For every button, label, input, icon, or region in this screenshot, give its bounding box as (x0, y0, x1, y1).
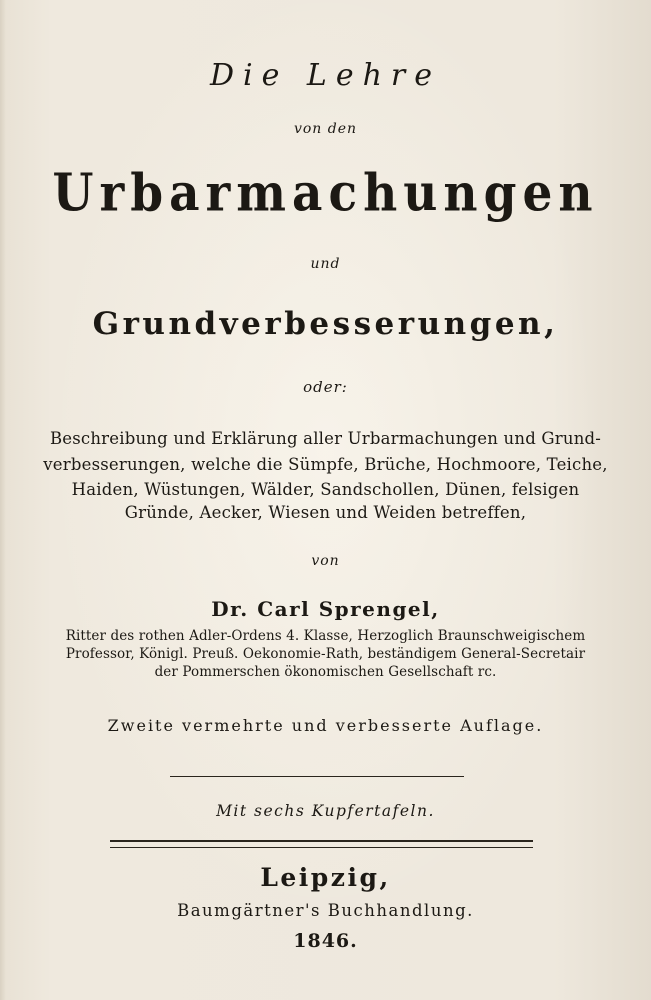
page-edge (0, 0, 6, 1000)
divider-rule (170, 776, 464, 777)
title-line-1: Die Lehre (209, 58, 442, 93)
description-line: Beschreibung und Erklärung aller Urbarmachungen und Grund- (49, 429, 602, 448)
author-credentials-line: Professor, Königl. Preuß. Oekonomie-Rath, beständigem General-Secretair (65, 646, 586, 662)
description-line: verbesserungen, welche die Sümpfe, Brüche, Hochmoore, Teiche, (43, 455, 608, 474)
author-name: Dr. Carl Sprengel, (211, 597, 440, 621)
description-line: Haiden, Wüstungen, Wälder, Sandschollen, Dünen, felsigen (71, 480, 580, 499)
subtitle: Grundverbesserungen, (92, 306, 559, 342)
double-divider-rule (110, 840, 533, 848)
plates-note: Mit sechs Kupfertafeln. (216, 802, 435, 820)
edition-note: Zweite vermehrte und verbesserte Auflage. (107, 716, 544, 735)
title-connector: und (310, 256, 341, 272)
author-credentials-line: Ritter des rothen Adler-Ordens 4. Klasse, Herzoglich Braunschweigischem (65, 628, 586, 644)
by-line: von (311, 553, 340, 569)
title-line-2: von den (293, 121, 358, 137)
imprint-year: 1846. (293, 930, 358, 952)
author-credentials-line: der Pommerschen ökonomischen Gesellschaft rc. (154, 664, 497, 680)
description-line: Gründe, Aecker, Wiesen und Weiden betreffen, (124, 503, 527, 522)
imprint-publisher: Baumgärtner's Buchhandlung. (177, 901, 474, 920)
imprint-city: Leipzig, (260, 863, 391, 892)
or-line: oder: (303, 378, 348, 396)
main-title: Urbarmachungen (52, 163, 599, 224)
